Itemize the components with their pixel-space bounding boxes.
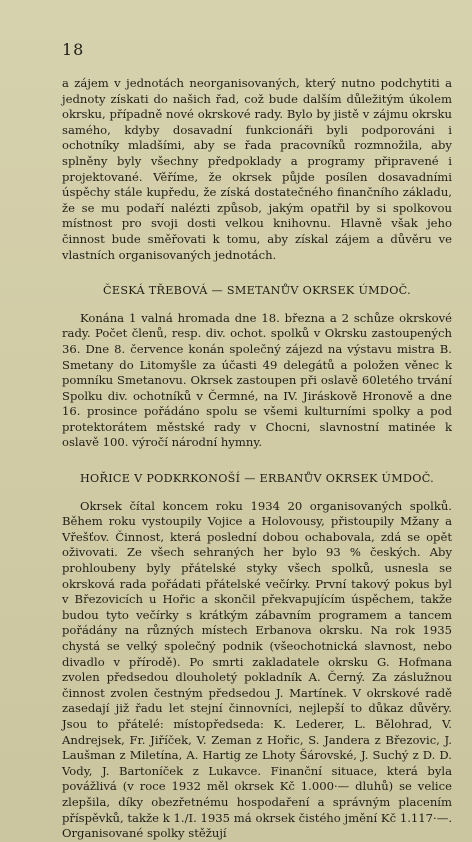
paragraph-horice: Okrsek čítal koncem roku 1934 20 organisovaných spolků. Během roku vystoupily Vojice a Holovousy, přistoupily Mžany a Vřešťov. Činnost, která poslední dobou ochabovala, zdá se opět oživovati. Ze všech sehraných her bylo 93 % českých. Aby prohloubeny byly přátelské styky všech spolků, usnesla se okrsková rada pořádati přátelské večírky. První takový pokus byl v Březovicích u Hořic a skončil překvapujícím úspěchem, takže budou tyto večírky s krátkým zábavním programem a tancem pořádány na různých místech Erbanova okrsku. Na rok 1935 chystá se velký společný podnik (všeochotnická slavnost, nebo divadlo v přírodě). Po smrti zakladatele okrsku G. Hofmana zvolen předsedou dlouholetý pokladník A. Černý. Za záslužnou činnost zvolen čestným předsedou J. Martínek. V okrskové radě zasedají již řadu let stejní činnovníci, nejlepší to důkaz důvěry. Jsou to přátelé: místopředseda: K. Lederer, L. Bělohrad, V. Andrejsek, Fr. Jiříček, V. Zeman z Hořic, S. Jandera z Březovic, J. Laušman z Miletína, A. Hartig ze Lhoty Šárovské, J. Suchý z D. D. Vody, J. Bartoníček z Lukavce. Finanční situace, která byla povážlivá (v roce 1932 měl okrsek Kč 1.000·— dluhů) se velice zlepšila, díky obezřetnému hospodaření a správným placením příspěvků, takže k 1./I. 1935 má okrsek čistého jmění Kč 1.117·—. Organisované spolky stěžují [62,498,452,841]
paragraph-ceska-trebova: Konána 1 valná hromada dne 18. března a 2 schůze okrskové rady. Počet členů, resp. div. ochot. spolků v Okrsku zastoupených 36. Dne 8. července konán společný zájezd na výstavu mistra B. Smetany do Litomyšle za účasti 49 delegátů a položen věnec k pomníku Smetanovu. Okrsek zastoupen při oslavě 60letého trvání Spolku div. ochotníků v Čermné, na IV. Jiráskově Hronově a dne 16. prosince pořádáno spolu se všemi kulturními spolky a pod protektorátem městské rady v Chocni, slavnostní matinée k oslavě 100. výročí národní hymny. [62,310,452,450]
page-content [62,76,452,842]
section-heading-ceska-trebova: ČESKÁ TŘEBOVÁ — SMETANŮV OKRSEK ÚMDOČ. [103,284,411,298]
section-heading-horice: HOŘICE V PODKRKONOŠÍ — ERBANŮV OKRSEK ÚMDOČ. [79,472,435,486]
paragraph-okrsek-continuation: a zájem v jednotách neorganisovaných, který nutno podchytiti a jednoty získati do našich řad, což bude dalším důležitým úkolem okrsku, případně nové okrskové rady. Bylo by jistě v zájmu okrsku samého, kdyby dosavadní funkcionáři byli podporováni i ochotníky mladšími, aby se řada pracovníků rozmnožila, aby splněny byly všechny předpoklady a programy připravené i projektované. Věříme, že okrsek půjde posílen dosavadními úspěchy stále kupředu, že získá dostatečného finančního základu, že se mu podaří nalézti způsob, jakým opatřil by si spolkovou místnost pro svoji dosti velkou knihovnu. Hlavně však jeho činnost bude směřovati k tomu, aby získal zájem a důvěru ve vlastních organisovaných jednotách. [62,76,452,262]
page-number: 18 [62,40,85,59]
